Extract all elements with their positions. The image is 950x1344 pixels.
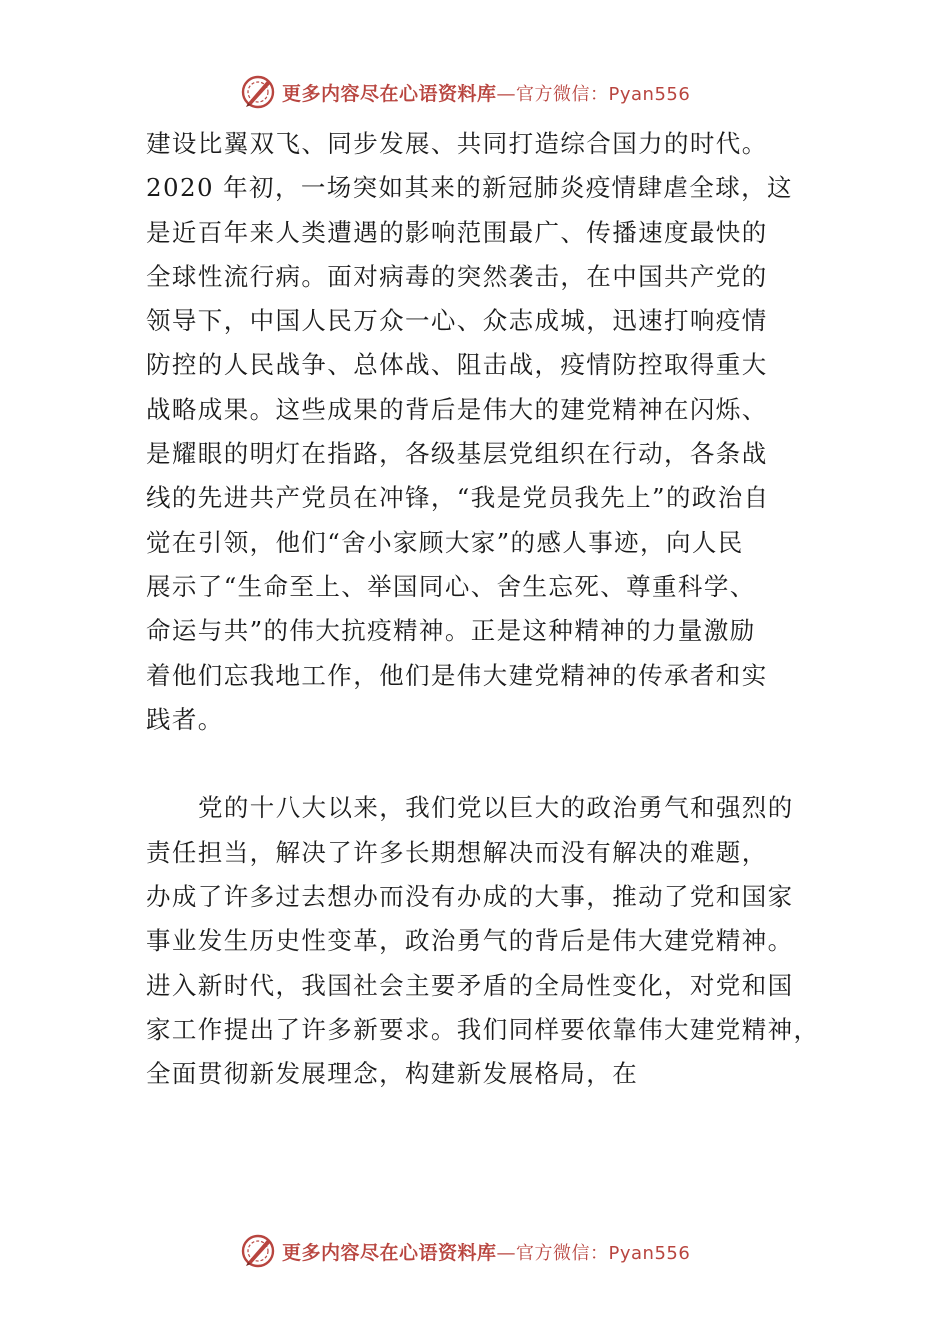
text-line: 建设比翼双飞、同步发展、共同打造综合国力的时代。: [146, 129, 768, 158]
text-line: 是耀眼的明灯在指路，各级基层党组织在行动，各条战: [146, 439, 768, 469]
text-line: 全面贯彻新发展理念，构建新发展格局，在: [146, 1059, 639, 1089]
pen-logo-icon: [240, 74, 276, 110]
text-line: 展示了“生命至上、举国同心、舍生忘死、尊重科学、: [146, 571, 756, 601]
paragraph-gap: [146, 742, 846, 786]
watermark-main-text: 更多内容尽在心语资料库: [282, 1241, 497, 1264]
text-line: 觉在引领，他们“舍小家顾大家”的感人事迹，向人民: [146, 527, 744, 557]
watermark-main-text: 更多内容尽在心语资料库: [282, 82, 497, 105]
watermark-dash: —: [496, 82, 517, 105]
document-body: [146, 122, 846, 1097]
text-line: 领导下，中国人民万众一心、众志成城，迅速打响疫情: [146, 306, 768, 336]
text-line: 是近百年来人类遭遇的影响范围最广、传播速度最快的: [146, 217, 768, 247]
text-line: 践者。: [146, 704, 224, 734]
text-line: 命运与共”的伟大抗疫精神。正是这种精神的力量激励: [146, 616, 756, 646]
paragraph-1: [146, 122, 846, 742]
text-line: 办成了许多过去想办而没有办成的大事，推动了党和国家: [146, 882, 794, 912]
text-line: 家工作提出了许多新要求。我们同样要依靠伟大建党精神，: [146, 1014, 820, 1044]
text-line: 进入新时代，我国社会主要矛盾的全局性变化，对党和国: [146, 970, 794, 1000]
text-line: 线的先进共产党员在冲锋，“我是党员我先上”的政治自: [146, 483, 770, 513]
text-line: 防控的人民战争、总体战、阻击战，疫情防控取得重大: [146, 350, 768, 380]
text-line: 事业发生历史性变革，政治勇气的背后是伟大建党精神。: [146, 926, 794, 956]
watermark-wechat-text: 官方微信：Pyan556: [516, 83, 691, 105]
text-line: 着他们忘我地工作，他们是伟大建党精神的传承者和实: [146, 660, 768, 690]
watermark-dash: —: [496, 1241, 517, 1264]
text-line: 2020 年初，一场突如其来的新冠肺炎疫情肆虐全球，这: [146, 173, 793, 203]
footer-watermark: [240, 1229, 760, 1273]
header-watermark: [240, 70, 760, 114]
paragraph-2: [146, 786, 846, 1096]
text-line: 党的十八大以来，我们党以巨大的政治勇气和强烈的: [198, 793, 794, 823]
watermark-wechat-text: 官方微信：Pyan556: [516, 1242, 691, 1264]
text-line: 责任担当，解决了许多长期想解决而没有解决的难题，: [146, 837, 768, 867]
pen-logo-icon: [240, 1233, 276, 1269]
text-line: 战略成果。这些成果的背后是伟大的建党精神在闪烁、: [146, 394, 768, 424]
text-line: 全球性流行病。面对病毒的突然袭击，在中国共产党的: [146, 261, 768, 291]
